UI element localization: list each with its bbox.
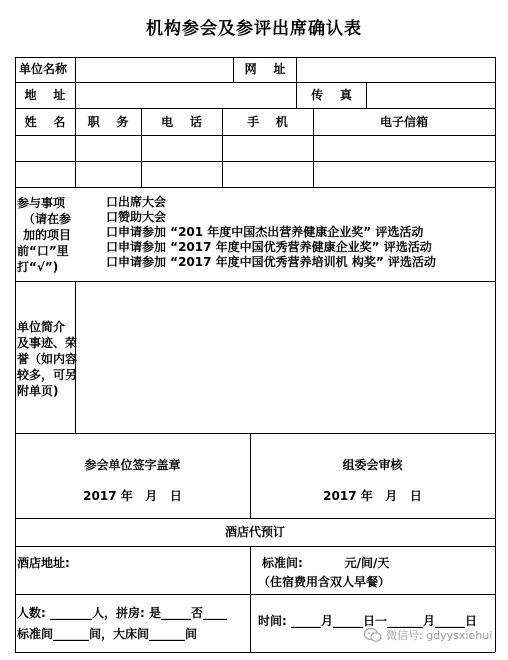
people-count-line[interactable]: 人数: _______人，拼房: 是_____否____ — [17, 606, 227, 620]
unit-signature-date: 2017 年 月 日 — [83, 489, 182, 503]
committee-review-title: 组委会审核 — [342, 458, 403, 472]
unit-name-field[interactable] — [76, 58, 232, 82]
option-training-institution-award[interactable]: 口申请参加 “2017 年度中国优秀营养培训机 构奖” 评选活动 — [106, 255, 436, 269]
option-excellent-enterprise-award[interactable]: 口申请参加 “2017 年度中国优秀营养健康企业奖” 评选活动 — [106, 240, 432, 254]
fax-label: 传 真 — [311, 88, 352, 102]
stay-time-line[interactable]: 时间: _____月_____日一______月_____日 — [258, 614, 477, 628]
address-label: 地 址 — [24, 88, 66, 102]
fax-field[interactable] — [367, 83, 494, 108]
room-count-line[interactable]: 标准间______间，大床间______间 — [17, 627, 198, 641]
position-header: 职 务 — [87, 115, 129, 129]
option-outstanding-enterprise-award[interactable]: 口申请参加 “201 年度中国杰出营养健康企业奖” 评选活动 — [106, 225, 424, 239]
name-header: 姓 名 — [24, 115, 66, 129]
participation-label: 参与事项 （请在参 加的项目 前“口”里 打“√”) — [17, 196, 72, 274]
option-sponsor-conference[interactable]: 口赞助大会 — [106, 210, 167, 224]
wechat-watermark — [364, 624, 504, 646]
option-attend-conference[interactable]: 口出席大会 — [106, 195, 167, 209]
breakfast-note: （住宿费用含双人早餐） — [258, 575, 391, 589]
address-field[interactable] — [76, 83, 295, 108]
email-header: 电子信箱 — [379, 115, 428, 129]
standard-room-price: 标准间: 元/间/天 — [262, 556, 390, 570]
phone-header: 电 话 — [161, 115, 202, 129]
participation-options — [106, 195, 494, 270]
page-title: 机构参会及参评出席确认表 — [146, 19, 362, 39]
watermark-text: 微信号: gdyysxiehui — [386, 629, 493, 642]
contact-row-2[interactable] — [16, 162, 494, 187]
website-field[interactable] — [297, 58, 494, 82]
intro-label: 单位简介 及事迹、荣 誉（如内容 较多，可另 附单页) — [17, 320, 78, 398]
hotel-address-label: 酒店地址: — [17, 556, 70, 570]
website-label: 网 址 — [244, 62, 286, 76]
committee-review-date: 2017 年 月 日 — [323, 489, 422, 503]
contact-row-1[interactable] — [16, 136, 494, 161]
mobile-header: 手 机 — [247, 115, 288, 129]
unit-signature-title: 参会单位签字盖章 — [84, 458, 181, 472]
intro-field[interactable] — [76, 282, 494, 433]
hotel-booking-title: 酒店代预订 — [224, 525, 285, 539]
wechat-icon — [364, 627, 382, 643]
unit-name-label: 单位名称 — [19, 62, 68, 76]
